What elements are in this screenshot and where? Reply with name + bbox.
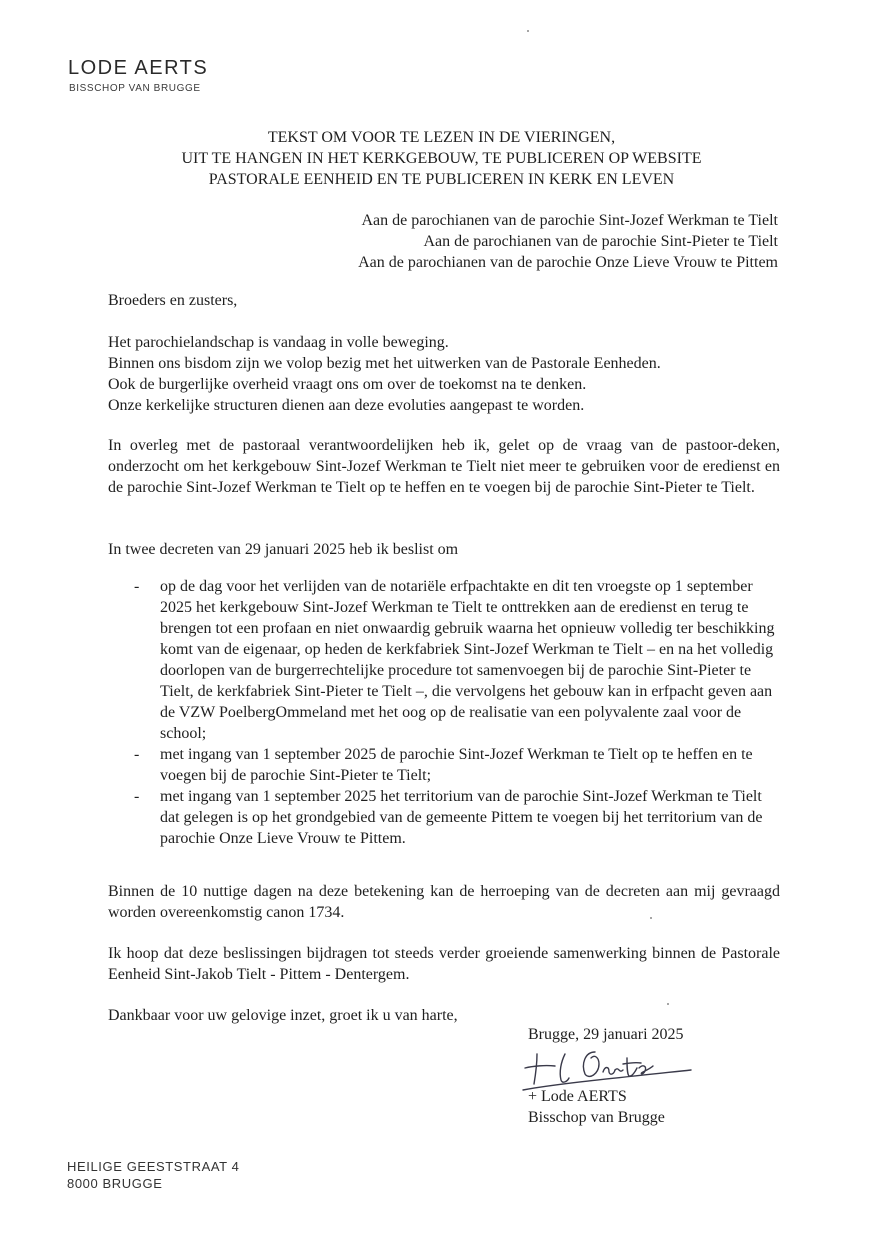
footer-city: 8000 BRUGGE <box>67 1176 163 1191</box>
intro-paragraph <box>108 332 780 416</box>
decision-list <box>134 576 780 849</box>
decision-text: met ingang van 1 september 2025 de parochie Sint-Jozef Werkman te Tielt op te heffen en te voegen bij de parochie Sint-Pieter te Tielt; <box>160 746 753 784</box>
addressee-line: Aan de parochianen van de parochie Onze Lieve Vrouw te Pittem <box>358 254 778 271</box>
list-bullet: - <box>134 578 140 595</box>
intro-line: Het parochielandschap is vandaag in volle beweging. <box>108 334 449 351</box>
intro-line: Ook de burgerlijke overheid vraagt ons om over de toekomst na te denken. <box>108 376 587 393</box>
heading-line: UIT TE HANGEN IN HET KERKGEBOUW, TE PUBLICEREN OP WEBSITE <box>181 150 702 167</box>
heading-line: PASTORALE EENHEID EN TE PUBLICEREN IN KERK EN LEVEN <box>208 171 675 188</box>
letterhead-name: LODE AERTS <box>68 57 209 79</box>
list-bullet: - <box>134 746 140 763</box>
document-heading <box>100 127 783 190</box>
decision-text: met ingang van 1 september 2025 het territorium van de parochie Sint-Jozef Werkman te Tielt dat gelegen is op het grondgebied van de gemeente Pittem te voegen bij het territorium van de parochie Onze Lieve Vrouw te Pittem. <box>160 788 763 847</box>
decision-item <box>134 786 780 849</box>
list-bullet: - <box>134 788 140 805</box>
decision-item <box>134 744 780 786</box>
appeal-paragraph: Binnen de 10 nuttige dagen na deze betekening kan de herroeping van de decreten aan mij gevraagd worden overeenkomstig canon 1734. <box>108 883 780 921</box>
signatory-name: + Lode AERTS <box>528 1088 627 1105</box>
decision-item <box>134 576 780 744</box>
heading-line: TEKST OM VOOR TE LEZEN IN DE VIERINGEN, <box>267 129 616 146</box>
consultation-paragraph: In overleg met de pastoraal verantwoordelijken heb ik, gelet op de vraag van de pastoor-deken, onderzocht om het kerkgebouw Sint-Jozef Werkman te Tielt niet meer te gebruiken voor de eredienst en de parochie Sint-Jozef Werkman te Tielt op te heffen en te voegen bij de parochie Sint-Pieter te Tielt. <box>108 437 780 496</box>
letterhead-title: BISSCHOP VAN BRUGGE <box>69 83 201 94</box>
closing-greeting: Dankbaar voor uw gelovige inzet, groet ik u van harte, <box>108 1007 458 1024</box>
place-date: Brugge, 29 januari 2025 <box>528 1026 684 1043</box>
addressee-line: Aan de parochianen van de parochie Sint-Jozef Werkman te Tielt <box>361 212 778 229</box>
footer-street: HEILIGE GEESTSTRAAT 4 <box>67 1159 240 1174</box>
decision-text: op de dag voor het verlijden van de notariële erfpachtakte en dit ten vroegste op 1 september 2025 het kerkgebouw Sint-Jozef Werkman te Tielt te onttrekken aan de eredienst en terug te brengen tot een profaan en niet onwaardig gebruik waarna het opnieuw volledig ter beschikking komt van de eigenaar, op heden de kerkfabriek Sint-Jozef Werkman te Tielt – en na het volledig doorlopen van de burgerrechtelijke procedure tot samenvoegen bij de parochie Sint-Pieter te Tielt, de kerkfabriek Sint-Pieter te Tielt –, die vervolgens het gebouw kan in erfpacht geven aan de VZW PoelbergOmmeland met het oog op de realisatie van een polyvalente zaal voor de school; <box>160 578 775 742</box>
salutation: Broeders en zusters, <box>108 292 238 309</box>
decree-intro: In twee decreten van 29 januari 2025 heb ik beslist om <box>108 541 459 558</box>
scan-speck <box>527 30 529 32</box>
hope-paragraph: Ik hoop dat deze beslissingen bijdragen tot steeds verder groeiende samenwerking binnen de Pastorale Eenheid Sint-Jakob Tielt - Pittem - Dentergem. <box>108 945 780 983</box>
intro-line: Binnen ons bisdom zijn we volop bezig met het uitwerken van de Pastorale Eenheden. <box>108 355 661 372</box>
footer-address <box>67 1158 240 1192</box>
addressee-line: Aan de parochianen van de parochie Sint-Pieter te Tielt <box>423 233 778 250</box>
signatory-role: Bisschop van Brugge <box>528 1109 665 1126</box>
intro-line: Onze kerkelijke structuren dienen aan deze evoluties aangepast te worden. <box>108 397 585 414</box>
addressee-block <box>358 210 778 273</box>
